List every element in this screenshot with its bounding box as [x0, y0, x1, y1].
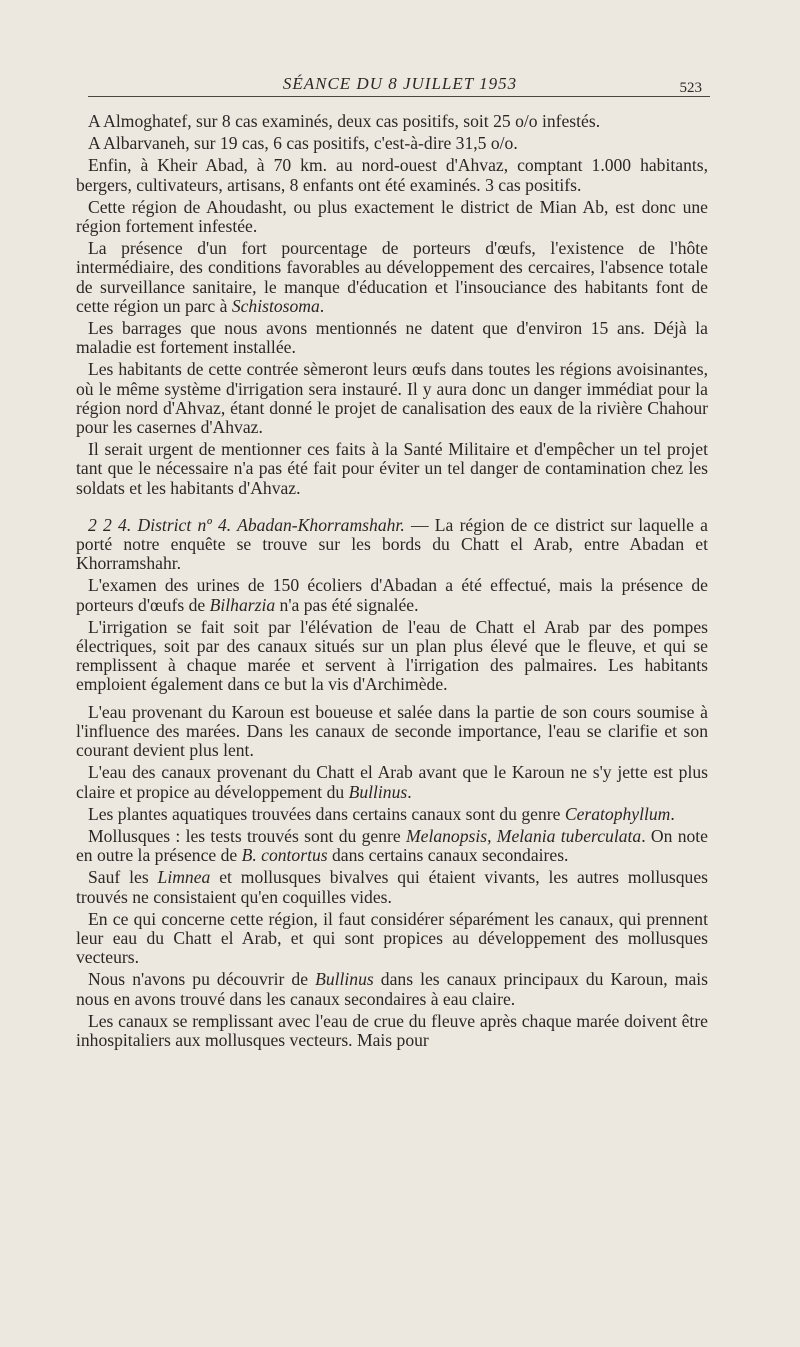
- paragraph: Les habitants de cette contrée sèmeront leurs œufs dans toutes les régions avoisinantes, où le même système d'irrigation sera instauré. Il y aura donc un danger immédiat pour la région nord d'Ahvaz, étant donné le projet de canalisation des eaux de la rivière Chahour pour les casernes d'Ahvaz.: [76, 359, 708, 438]
- text-run: L'examen des urines de 150 écoliers d'Abadan a été effectué, mais la présence de porteurs d'œufs de: [76, 575, 708, 615]
- text-run: .: [670, 803, 675, 824]
- text-run: .: [319, 295, 325, 316]
- paragraph: Enfin, à Kheir Abad, à 70 km. au nord-ouest d'Ahvaz, comptant 1.000 habitants, bergers, cultivateurs, artisans, 8 enfants ont été examinés. 3 cas positifs.: [76, 155, 708, 195]
- paragraph: L'irrigation se fait soit par l'élévation de l'eau de Chatt el Arab par des pompes électriques, soit par des canaux situés sur un plan plus élevé que le fleuve, et qui se remplissent à chaque marée et servent à l'irrigation des palmaires. Les habitants emploient également dans ce but la vis d'Archimède.: [76, 616, 708, 695]
- genus-name: Ceratophyllum: [564, 803, 671, 824]
- paragraph: Les barrages que nous avons mentionnés ne datent que d'environ 15 ans. Déjà la maladie est fortement installée.: [76, 318, 708, 358]
- paragraph: [76, 970, 708, 1008]
- running-head: [0, 72, 800, 98]
- text-run: — La région de ce district sur laquelle a porté notre enquête se trouve sur les bords du Chatt el Arab, entre Abadan et Khorramshahr.: [76, 514, 708, 574]
- page-number: 523: [679, 80, 702, 96]
- paragraph: [76, 827, 708, 865]
- genus-name: Bullinus: [348, 781, 408, 802]
- text-run: et mollusques bivalves qui étaient vivants, les autres mollusques trouvés ne consistaient qu'en coquilles vides.: [76, 867, 708, 907]
- text-run: dans les canaux principaux du Karoun, mais nous en avons trouvé dans les canaux secondaires à eau claire.: [76, 969, 708, 1009]
- species-name: B. contortus: [241, 845, 328, 866]
- text-run: La présence d'un fort pourcentage de porteurs d'œufs, l'existence de l'hôte intermédiaire, des conditions favorables au développement des cercaires, l'absence totale de surveillance sanitaire, le manque d'éducation et l'insouciance des habitants font de cette région un parc à: [76, 238, 708, 316]
- running-title: SÉANCE DU 8 JUILLET 1953: [282, 74, 518, 93]
- paragraph: Il serait urgent de mentionner ces faits à la Santé Militaire et d'empêcher un tel projet tant que le nécessaire n'a pas été fait pour éviter un tel danger de contamination chez les soldats et les habitants d'Ahvaz.: [76, 439, 708, 498]
- paragraph: Les canaux se remplissant avec l'eau de crue du fleuve après chaque marée doivent être inhospitaliers aux mollusques vecteurs. Mais pour: [76, 1010, 708, 1050]
- text-run: Les plantes aquatiques trouvées dans certains canaux sont du genre: [88, 803, 565, 824]
- header-rule: [88, 96, 710, 97]
- section-paragraph: [76, 516, 708, 574]
- genus-name: Melanopsis, Melania tuberculata: [405, 825, 642, 846]
- paragraph: [76, 805, 708, 824]
- paragraph: [76, 868, 708, 906]
- paragraph: En ce qui concerne cette région, il faut considérer séparément les canaux, qui prennent leur eau du Chatt el Arab, et qui sont propices au développement des mollusques vecteurs.: [76, 908, 708, 968]
- text-run: .: [407, 781, 412, 802]
- paragraph: [76, 763, 708, 801]
- text-run: Nous n'avons pu découvrir de: [88, 969, 316, 990]
- text-run: Sauf les: [88, 867, 158, 888]
- genus-name: Bilharzia: [209, 594, 276, 615]
- text-run: Mollusques : les tests trouvés sont du genre: [88, 825, 406, 846]
- paragraph: A Almoghatef, sur 8 cas examinés, deux cas positifs, soit 25 o/o infestés.: [88, 111, 601, 131]
- paragraph: A Albarvaneh, sur 19 cas, 6 cas positifs, c'est-à-dire 31,5 o/o.: [88, 133, 518, 154]
- text-run: . On note en outre la présence de: [76, 825, 708, 866]
- text-run: n'a pas été signalée.: [275, 594, 419, 615]
- paragraph: [76, 576, 708, 614]
- paragraph: [76, 239, 708, 316]
- body-text: [76, 112, 708, 1053]
- section-heading: 2 2 4. District nº 4. Abadan-Khorramshahr.: [88, 514, 405, 535]
- paragraph: Cette région de Ahoudasht, ou plus exactement le district de Mian Ab, est donc une région fortement infestée.: [76, 196, 708, 237]
- genus-name: Bullinus: [315, 969, 374, 990]
- text-run: dans certains canaux secondaires.: [327, 845, 569, 866]
- genus-name: Schistosoma: [231, 295, 320, 316]
- text-run: L'eau des canaux provenant du Chatt el Arab avant que le Karoun ne s'y jette est plus claire et propice au développement du: [76, 762, 708, 802]
- genus-name: Limnea: [157, 867, 211, 888]
- paragraph: L'eau provenant du Karoun est boueuse et salée dans la partie de son cours soumise à l'influence des marées. Dans les canaux de seconde importance, l'eau se clarifie et son courant devient plus lent.: [76, 701, 708, 761]
